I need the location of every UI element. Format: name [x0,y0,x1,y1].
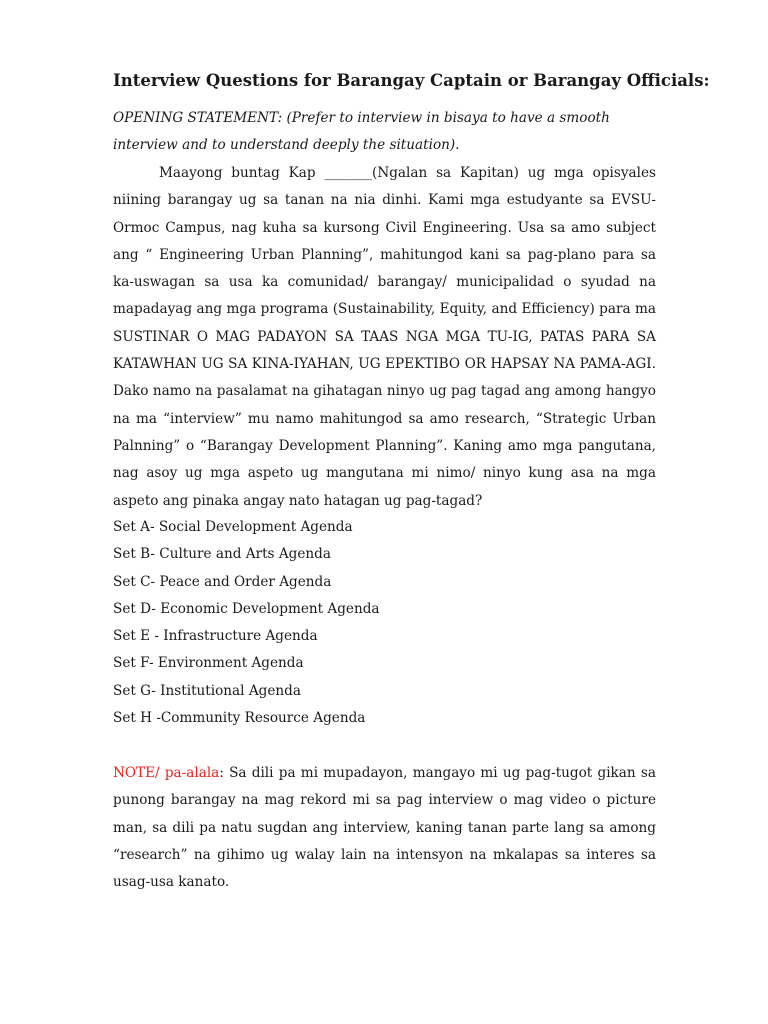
agenda-item: Set D- Economic Development Agenda [113,600,380,617]
agenda-item: Set B- Culture and Arts Agenda [113,546,331,563]
agenda-item: Set E - Infrastructure Agenda [113,628,318,645]
agenda-item: Set H -Community Resource Agenda [113,710,366,727]
agenda-item: Set A- Social Development Agenda [113,519,353,535]
note-paragraph [113,760,656,896]
opening-statement [113,105,656,160]
body-paragraph: Maayong buntag Kap _______(Ngalan sa Kapitan) ug mga opisyales niining barangay ug sa tanan na nia dinhi. Kami mga estudyante sa EVSU- Ormoc Campus, nag kuha sa kursong Civil Engineering. Usa sa amo subject ang “ Engineering Urban Planning”, mahitungod kani sa pag-plano para sa ka-uswagan sa usa ka comunidad/ barangay/ municipalidad o syudad na mapadayag ang mga programa (Sustainability, Equity, and Efficiency) para ma SUSTINAR O MAG PADAYON SA TAAS NGA MGA TU-IG, PATAS PARA SA KATAWHAN UG SA KINA-IYAHAN, UG EPEKTIBO OR HAPSAY NA PAMA-AGI. Dako namo na pasalamat na gihatagan ninyo ug pag tagad ang among hangyo na ma “interview” mu namo mahitungod sa amo research, “Strategic Urban Palnning” o “Barangay Development Planning”. Kaning amo mga pangutana, nag asoy ug mga aspeto ug mangutana mi nimo/ ninyo kung asa na mga aspeto ang pinaka angay nato hatagan ug pag-tagad? [113,165,656,509]
agenda-item: Set G- Institutional Agenda [113,682,301,699]
note-label: NOTE/ pa-alala [113,765,220,781]
agenda-list [113,514,656,732]
opening-statement-label: OPENING STATEMENT [113,110,278,126]
note-text: : Sa dili pa mi mupadayon, mangayo mi ug pag-tugot gikan sa punong barangay na mag rekord mi sa pag interview o mag video o picture man, sa dili pa natu sugdan ang interview, kaning tanan parte lang sa among “research” na gihimo ug walay lain na intensyon na mkalapas sa interes sa usag-usa kanato. [113,765,656,891]
opening-statement-text: : (Prefer to interview in bisaya to have a smooth interview and to understand deeply the situation). [113,110,610,154]
page-title: Interview Questions for Barangay Captain or Barangay Officials: [113,71,710,90]
agenda-item: Set C- Peace and Order Agenda [113,573,332,590]
agenda-item: Set F- Environment Agenda [113,655,304,672]
